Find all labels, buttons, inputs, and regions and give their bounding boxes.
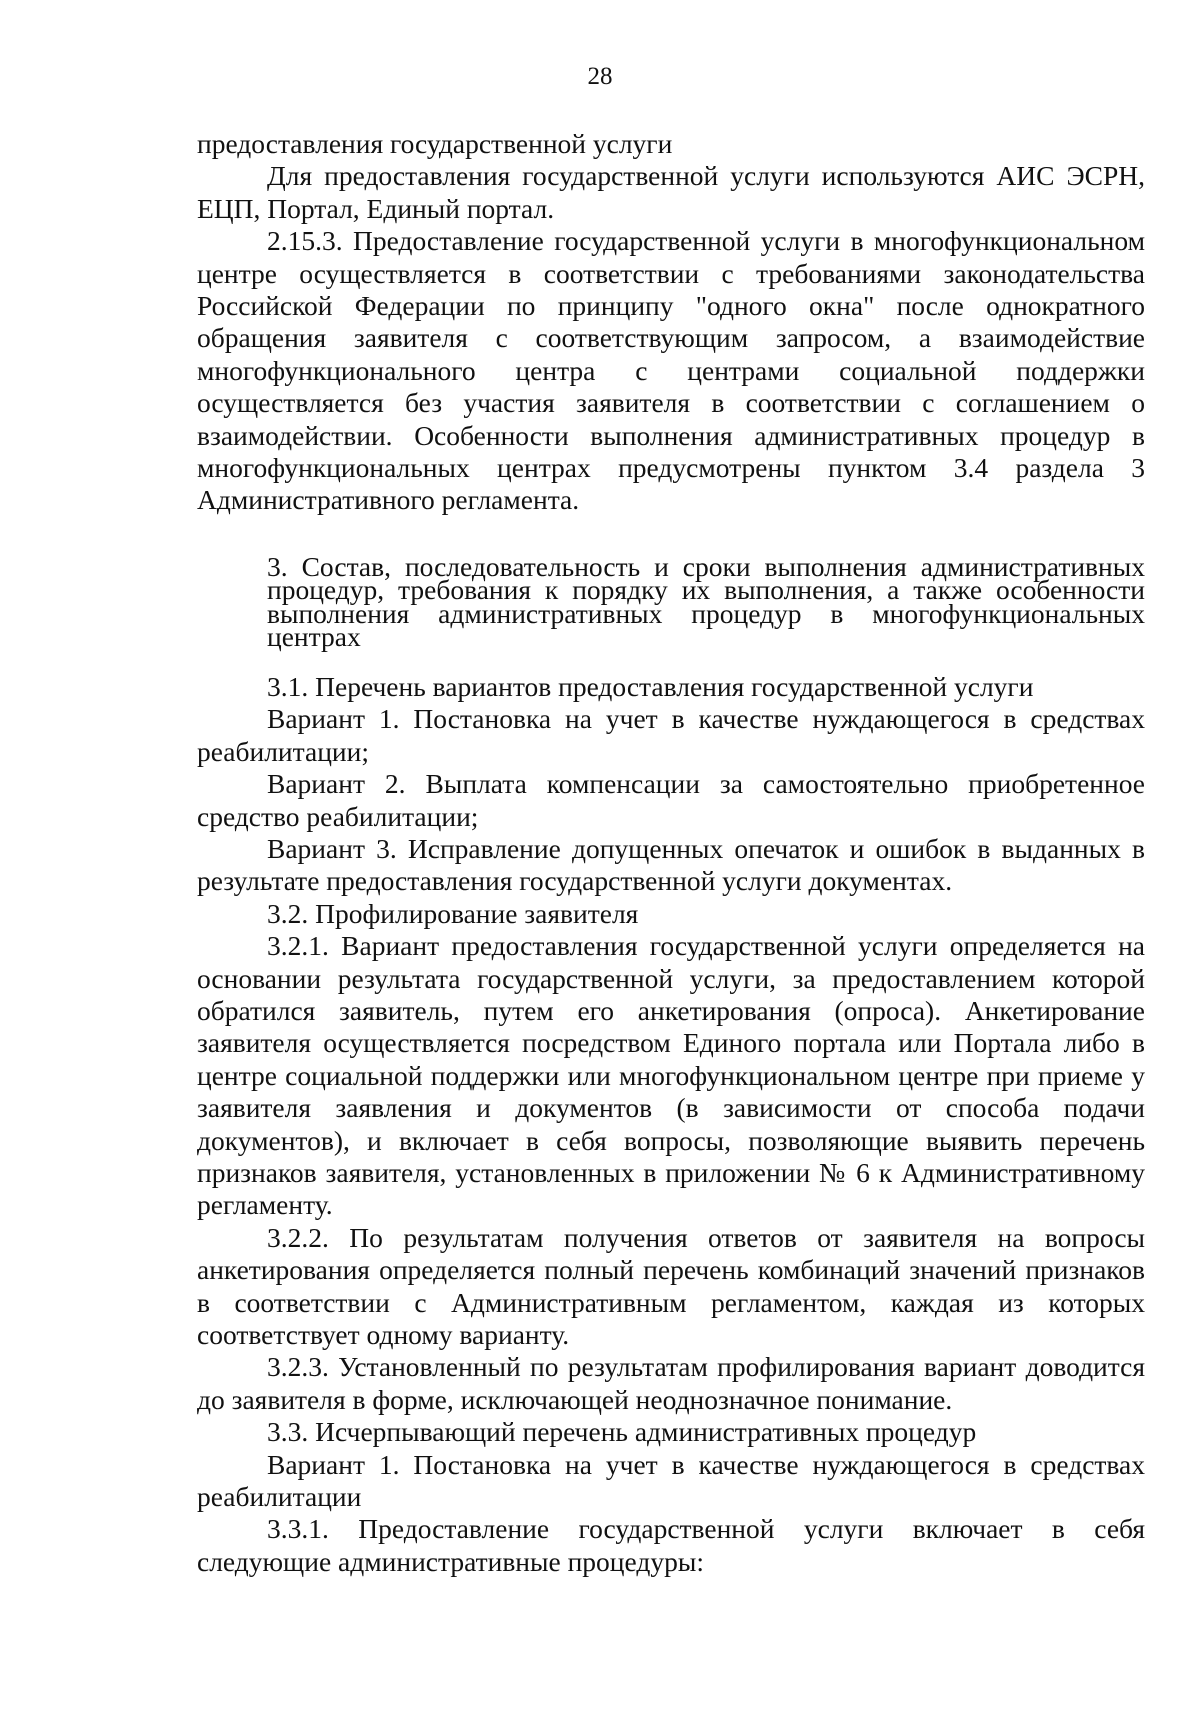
paragraph: 3.2.3. Установленный по результатам профилирования вариант доводится до заявителя в форме, исключающей неоднозначное понимание. xyxy=(197,1351,1145,1415)
paragraph: Для предоставления государственной услуги используются АИС ЭСРН, ЕЦП, Портал, Единый портал. xyxy=(197,160,1145,224)
paragraph: Вариант 3. Исправление допущенных опечаток и ошибок в выданных в результате предоставления государственной услуги документах. xyxy=(197,832,1145,897)
document-body xyxy=(197,128,1145,1578)
paragraph: 3.1. Перечень вариантов предоставления государственной услуги xyxy=(267,670,1034,702)
section-heading: 3. Состав, последовательность и сроки выполнения административных процедур, требования к порядку их выполнения, а также особенности выполнения административных процедур в многофункциональных центрах xyxy=(267,550,1145,653)
paragraph: Вариант 1. Постановка на учет в качестве нуждающегося в средствах реабилитации xyxy=(197,1448,1145,1513)
paragraph: 3.3. Исчерпывающий перечень административных процедур xyxy=(267,1416,977,1448)
paragraph: Вариант 2. Выплата компенсации за самостоятельно приобретенное средство реабилитации; xyxy=(197,768,1145,832)
paragraph: 3.2. Профилирование заявителя xyxy=(267,897,639,929)
paragraph: 3.2.1. Вариант предоставления государственной услуги определяется на основании результата государственной услуги, за предоставлением которой обратился заявитель, путем его анкетирования (опроса). Анкетирование заявителя осуществляется посредством Единого портала или Портала либо в центре социальной поддержки или многофункциональном центре при приеме у заявителя заявления и документов (в зависимости от способа подачи документов), и включает в себя вопросы, позволяющие выявить перечень признаков заявителя, установленных в приложении № 6 к Административному регламенту. xyxy=(197,930,1145,1221)
page-number: 28 xyxy=(587,63,613,90)
paragraph: 3.3.1. Предоставление государственной услуги включает в себя следующие административные процедуры: xyxy=(197,1513,1145,1577)
paragraph: предоставления государственной услуги xyxy=(197,128,673,159)
paragraph: 3.2.2. По результатам получения ответов от заявителя на вопросы анкетирования определяется полный перечень комбинаций значений признаков в соответствии с Административным регламентом, каждая из которых соответствует одному варианту. xyxy=(197,1221,1145,1350)
paragraph: Вариант 1. Постановка на учет в качестве нуждающегося в средствах реабилитации; xyxy=(197,703,1145,767)
paragraph: 2.15.3. Предоставление государственной услуги в многофункциональном центре осуществляется в соответствии с требованиями законодательства Российской Федерации по принципу "одного окна" после однократного обращения заявителя с соответствующим запросом, а взаимодействие многофункционального центра с центрами социальной поддержки осуществляется без участия заявителя в соответствии с соглашением о взаимодействии. Особенности выполнения административных процедур в многофункциональных центрах предусмотрены пунктом 3.4 раздела 3 Административного регламента. xyxy=(197,225,1145,516)
